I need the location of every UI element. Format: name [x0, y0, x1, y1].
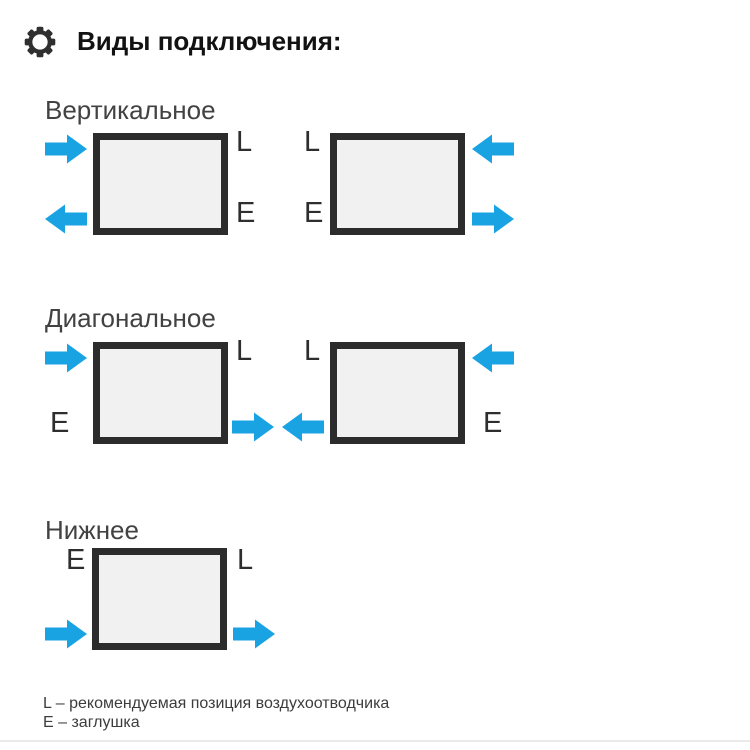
port-label: L — [304, 335, 321, 367]
port-label: E — [236, 197, 256, 229]
arrow-right-icon — [45, 134, 87, 164]
legend-line-l: L – рекомендуемая позиция воздухоотводчика — [43, 695, 390, 712]
port-label: L — [236, 335, 253, 367]
arrow-left-icon — [472, 134, 514, 164]
radiator-frame — [330, 133, 465, 235]
port-label: E — [50, 407, 70, 439]
arrow-right-icon — [45, 619, 87, 649]
legend-line-e: E – заглушка — [43, 714, 140, 731]
port-label: L — [236, 126, 253, 158]
arrow-right-icon — [45, 343, 87, 373]
section-title-diagonal: Диагональное — [45, 303, 216, 333]
section-title-bottom: Нижнее — [45, 515, 139, 545]
bottom-divider — [0, 740, 750, 742]
arrow-left-icon — [472, 343, 514, 373]
page-title: Виды подключения: — [77, 26, 342, 56]
port-label: E — [304, 197, 324, 229]
arrow-left-icon — [282, 412, 324, 442]
section-title-vertical: Вертикальное — [45, 95, 216, 125]
arrow-right-icon — [472, 204, 514, 234]
arrow-left-icon — [45, 204, 87, 234]
port-label: E — [483, 407, 503, 439]
radiator-frame — [92, 548, 227, 650]
radiator-frame — [330, 342, 465, 444]
radiator-frame — [93, 342, 228, 444]
radiator-frame — [93, 133, 228, 235]
port-label: L — [237, 544, 254, 576]
gear-icon — [23, 25, 57, 59]
port-label: L — [304, 126, 321, 158]
port-label: E — [66, 544, 86, 576]
arrow-right-icon — [232, 412, 274, 442]
arrow-right-icon — [233, 619, 275, 649]
